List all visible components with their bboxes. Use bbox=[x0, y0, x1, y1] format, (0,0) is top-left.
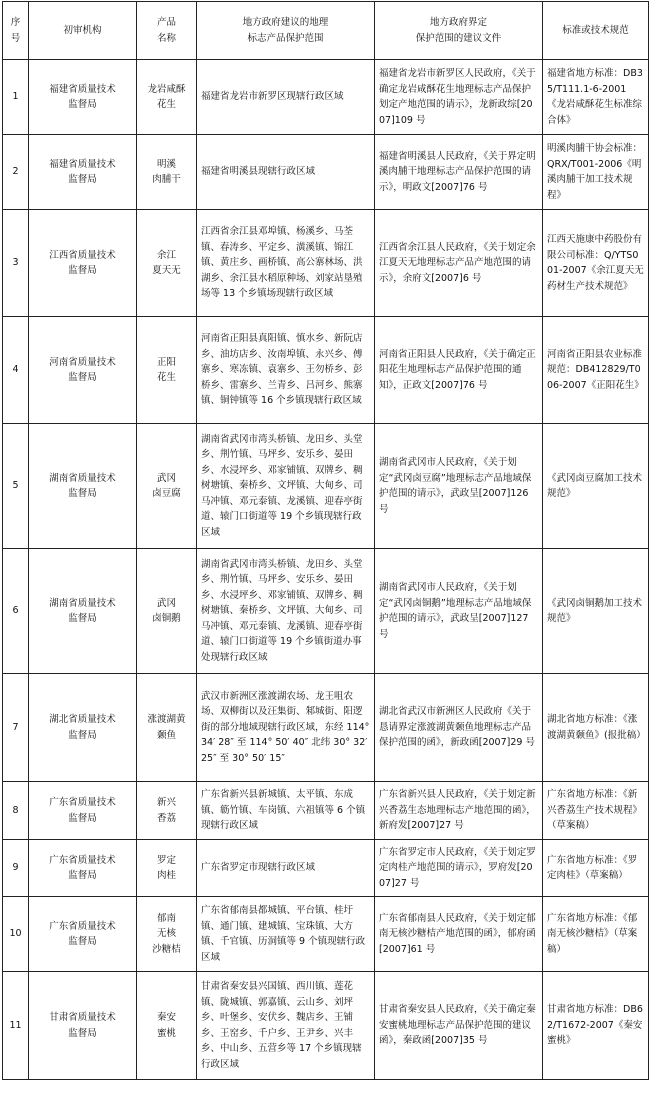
row-standard: 广东省地方标准：《新兴香荔生产技术规程》（草案稿） bbox=[543, 782, 649, 840]
row-scope: 福建省明溪县现辖行政区域 bbox=[197, 135, 375, 210]
table-row bbox=[3, 897, 649, 972]
row-no: 6 bbox=[3, 549, 29, 674]
row-product: 武冈 卤铜鹅 bbox=[137, 549, 197, 674]
row-product: 郁南 无核 沙糖桔 bbox=[137, 897, 197, 972]
header-agency: 初审机构 bbox=[29, 2, 137, 60]
header-scope: 地方政府建议的地理 标志产品保护范围 bbox=[197, 2, 375, 60]
row-agency: 湖南省质量技术 监督局 bbox=[29, 424, 137, 549]
row-no: 1 bbox=[3, 60, 29, 135]
row-product: 余江 夏天无 bbox=[137, 210, 197, 317]
header-standard: 标准或技术规范 bbox=[543, 2, 649, 60]
row-product: 涨渡湖黄 颡鱼 bbox=[137, 674, 197, 782]
row-agency: 河南省质量技术 监督局 bbox=[29, 317, 137, 424]
row-no: 5 bbox=[3, 424, 29, 549]
row-agency: 湖北省质量技术 监督局 bbox=[29, 674, 137, 782]
table-row bbox=[3, 549, 649, 674]
row-agency: 福建省质量技术 监督局 bbox=[29, 135, 137, 210]
row-agency: 广东省质量技术 监督局 bbox=[29, 897, 137, 972]
row-document: 甘肃省秦安县人民政府，《关于确定秦安蜜桃地理标志产品保护范围的建议函》，秦政函[2007]35 号 bbox=[375, 972, 543, 1080]
row-scope: 湖南省武冈市湾头桥镇、龙田乡、头堂乡、荆竹镇、马坪乡、安乐乡、晏田乡、水浸坪乡、邓家铺镇、双牌乡、稠树塘镇、秦桥乡、文坪镇、大甸乡、司马冲镇、邓元泰镇、龙溪镇、迎春亭街道、辕门口街道等 19 个乡镇现辖行政区域 bbox=[197, 424, 375, 549]
row-document: 湖北省武汉市新洲区人民政府《关于恳请界定涨渡湖黄颡鱼地理标志产品保护范围的函》，新政函[2007]29 号 bbox=[375, 674, 543, 782]
row-document: 广东省新兴县人民政府，《关于划定新兴香荔生态地理标志产地范围的函》，新府发[2007]27 号 bbox=[375, 782, 543, 840]
row-document: 湖南省武冈市人民政府，《关于划定“武冈卤豆腐”地理标志产品地域保护范围的请示》，武政呈[2007]126 号 bbox=[375, 424, 543, 549]
row-document: 广东省郁南县人民政府，《关于划定郁南无核沙糖桔产地范围的函》，郁府函[2007]61 号 bbox=[375, 897, 543, 972]
table-row bbox=[3, 210, 649, 317]
row-no: 7 bbox=[3, 674, 29, 782]
row-agency: 湖南省质量技术 监督局 bbox=[29, 549, 137, 674]
table-row bbox=[3, 782, 649, 840]
row-standard: 广东省地方标准：《郁南无核沙糖桔》（草案稿） bbox=[543, 897, 649, 972]
row-product: 明溪 肉脯干 bbox=[137, 135, 197, 210]
row-document: 福建省明溪县人民政府，《关于界定明溪肉脯干地理标志产品保护范围的请示》，明政文[2007]76 号 bbox=[375, 135, 543, 210]
row-agency: 广东省质量技术 监督局 bbox=[29, 840, 137, 897]
row-no: 3 bbox=[3, 210, 29, 317]
row-standard: 《武冈卤铜鹅加工技术规范》 bbox=[543, 549, 649, 674]
row-standard: 湖北省地方标准：《涨渡湖黄颡鱼》(报批稿） bbox=[543, 674, 649, 782]
row-agency: 江西省质量技术 监督局 bbox=[29, 210, 137, 317]
header-no: 序 号 bbox=[3, 2, 29, 60]
row-product: 正阳 花生 bbox=[137, 317, 197, 424]
row-product: 罗定 肉桂 bbox=[137, 840, 197, 897]
table-row bbox=[3, 972, 649, 1080]
row-agency: 福建省质量技术 监督局 bbox=[29, 60, 137, 135]
row-document: 湖南省武冈市人民政府，《关于划定“武冈卤铜鹅”地理标志产品地域保护范围的请示》，武政呈[2007]127 号 bbox=[375, 549, 543, 674]
row-scope: 广东省新兴县新城镇、太平镇、东成镇、簕竹镇、车岗镇、六祖镇等 6 个镇现辖行政区域 bbox=[197, 782, 375, 840]
row-standard: 广东省地方标准：《罗定肉桂》（草案稿） bbox=[543, 840, 649, 897]
table-row bbox=[3, 317, 649, 424]
row-no: 4 bbox=[3, 317, 29, 424]
row-standard: 河南省正阳县农业标准规范：DB412829/T006-2007《正阳花生》 bbox=[543, 317, 649, 424]
row-standard: 《武冈卤豆腐加工技术规范》 bbox=[543, 424, 649, 549]
row-product: 龙岩咸酥 花生 bbox=[137, 60, 197, 135]
row-standard: 明溪肉脯干协会标准：QRX/T001-2006《明溪肉脯干加工技术规程》 bbox=[543, 135, 649, 210]
row-no: 8 bbox=[3, 782, 29, 840]
table-row bbox=[3, 135, 649, 210]
row-standard: 甘肃省地方标准：DB62/T1672-2007《秦安蜜桃》 bbox=[543, 972, 649, 1080]
row-product: 新兴 香荔 bbox=[137, 782, 197, 840]
row-scope: 福建省龙岩市新罗区现辖行政区域 bbox=[197, 60, 375, 135]
row-scope: 广东省罗定市现辖行政区域 bbox=[197, 840, 375, 897]
table-row bbox=[3, 840, 649, 897]
row-no: 11 bbox=[3, 972, 29, 1080]
row-document: 江西省余江县人民政府，《关于划定余江夏天无地理标志产品产地范围的请示》，余府文[2007]6 号 bbox=[375, 210, 543, 317]
row-agency: 甘肃省质量技术 监督局 bbox=[29, 972, 137, 1080]
row-scope: 江西省余江县邓埠镇、杨溪乡、马荃镇、春涛乡、平定乡、潢溪镇、锦江镇、黄庄乡、画桥镇、高公寨林场、洪湖乡、余江县水稻原种场、刘家站垦殖场等 13 个乡镇场现辖行政区域 bbox=[197, 210, 375, 317]
row-document: 福建省龙岩市新罗区人民政府，《关于确定龙岩咸酥花生地理标志产品保护划定产地范围的请示》，龙新政综[2007]109 号 bbox=[375, 60, 543, 135]
row-no: 10 bbox=[3, 897, 29, 972]
row-standard: 福建省地方标准：DB35/T111.1-6-2001《龙岩咸酥花生标准综合体》 bbox=[543, 60, 649, 135]
row-no: 9 bbox=[3, 840, 29, 897]
header-document: 地方政府界定 保护范围的建议文件 bbox=[375, 2, 543, 60]
row-agency: 广东省质量技术 监督局 bbox=[29, 782, 137, 840]
header-row bbox=[3, 2, 649, 60]
table-row bbox=[3, 674, 649, 782]
table-row bbox=[3, 424, 649, 549]
row-scope: 湖南省武冈市湾头桥镇、龙田乡、头堂乡、荆竹镇、马坪乡、安乐乡、晏田乡、水浸坪乡、邓家铺镇、双牌乡、稠树塘镇、秦桥乡、文坪镇、大甸乡、司马冲镇、邓元泰镇、龙溪镇、迎春亭街道、辕门口街道等 19 个乡镇街道办事处现辖行政区域 bbox=[197, 549, 375, 674]
row-no: 2 bbox=[3, 135, 29, 210]
header-product: 产品 名称 bbox=[137, 2, 197, 60]
row-product: 秦安 蜜桃 bbox=[137, 972, 197, 1080]
row-document: 广东省罗定市人民政府，《关于划定罗定肉桂产地范围的请示》，罗府发[2007]27 号 bbox=[375, 840, 543, 897]
table-row bbox=[3, 60, 649, 135]
row-scope: 武汉市新洲区涨渡湖农场、龙王咀农场、双柳街以及汪集街、邾城街、阳逻街的部分地域现辖行政区域，东经 114° 34′ 28″ 至 114° 50′ 40″ 北纬 30° 32′ 25″ 至 30° 50′ 15″ bbox=[197, 674, 375, 782]
row-document: 河南省正阳县人民政府，《关于确定正阳花生地理标志产品保护范围的通知》，正政文[2007]76 号 bbox=[375, 317, 543, 424]
row-scope: 广东省郁南县都城镇、平台镇、桂圩镇、通门镇、建城镇、宝珠镇、大方镇、千官镇、历洞镇等 9 个镇现辖行政区域 bbox=[197, 897, 375, 972]
geographic-indication-table bbox=[2, 1, 649, 1080]
row-scope: 甘肃省秦安县兴国镇、西川镇、莲花镇、陇城镇、郭嘉镇、云山乡、刘坪乡、叶堡乡、安伏乡、魏店乡、王铺乡、王窑乡、千户乡、王尹乡、兴丰乡、中山乡、五营乡等 17 个乡镇现辖行政区域 bbox=[197, 972, 375, 1080]
row-standard: 江西天施康中药股份有限公司标准：Q/YTS001-2007《余江夏天无药材生产技术规范》 bbox=[543, 210, 649, 317]
row-product: 武冈 卤豆腐 bbox=[137, 424, 197, 549]
row-scope: 河南省正阳县真阳镇、慎水乡、新阮店乡、油坊店乡、汝南埠镇、永兴乡、傅寨乡、寒冻镇、袁寨乡、王勿桥乡、彭桥乡、雷寨乡、兰青乡、吕河乡、熊寨镇、铜钟镇等 16 个乡镇现辖行政区域 bbox=[197, 317, 375, 424]
